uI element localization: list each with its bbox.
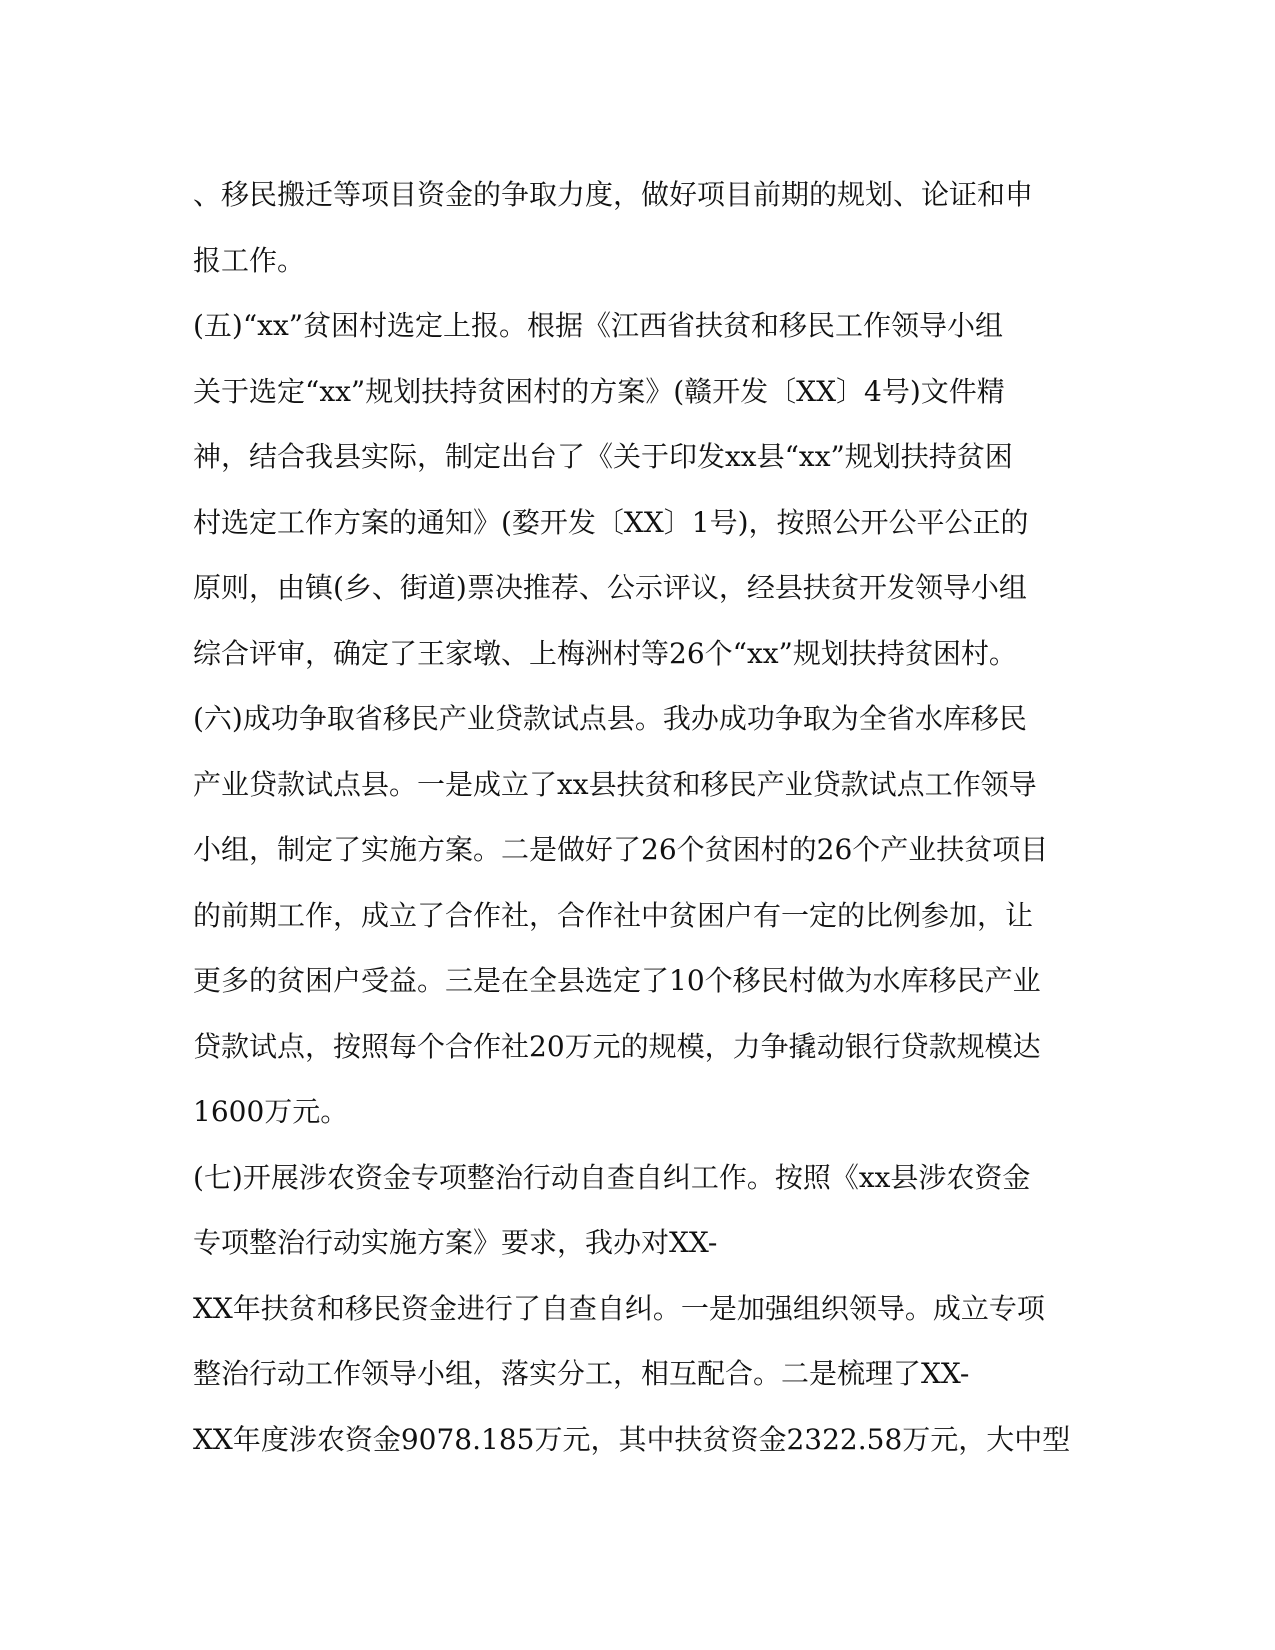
body-line: (七)开展涉农资金专项整治行动自查自纠工作。按照《xx县涉农资金	[193, 1160, 1031, 1194]
body-line: 的前期工作，成立了合作社，合作社中贫困户有一定的比例参加，让	[193, 898, 1034, 932]
body-line: 村选定工作方案的通知》(婺开发〔XX〕1号)，按照公开公平公正的	[193, 505, 1029, 539]
body-line: 更多的贫困户受益。三是在全县选定了10个移民村做为水库移民产业	[193, 964, 1041, 997]
body-line: 综合评审，确定了王家墩、上梅洲村等26个“xx”规划扶持贫困村。	[193, 636, 1017, 670]
body-line: 贷款试点，按照每个合作社20万元的规模，力争撬动银行贷款规模达	[193, 1029, 1041, 1063]
body-line: 关于选定“xx”规划扶持贫困村的方案》(赣开发〔XX〕4号)文件精	[193, 374, 1005, 408]
body-line: 产业贷款试点县。一是成立了xx县扶贫和移民产业贷款试点工作领导	[193, 767, 1037, 801]
body-line: XX年扶贫和移民资金进行了自查自纠。一是加强组织领导。成立专项	[193, 1291, 1045, 1325]
body-line: 原则，由镇(乡、街道)票决推荐、公示评议，经县扶贫开发领导小组	[193, 571, 1027, 604]
body-line: 报工作。	[193, 243, 306, 277]
body-line: 1600万元。	[193, 1095, 349, 1128]
body-line: (六)成功争取省移民产业贷款试点县。我办成功争取为全省水库移民	[193, 702, 1027, 735]
body-line: XX年度涉农资金9078.185万元，其中扶贫资金2322.58万元，大中型	[193, 1422, 1071, 1456]
body-line: 专项整治行动实施方案》要求，我办对XX-	[193, 1226, 718, 1259]
body-line: 神，结合我县实际，制定出台了《关于印发xx县“xx”规划扶持贫困	[193, 440, 1013, 473]
body-line: 整治行动工作领导小组，落实分工，相互配合。二是梳理了XX-	[193, 1357, 970, 1390]
body-line: 、移民搬迁等项目资金的争取力度，做好项目前期的规划、论证和申	[193, 178, 1034, 211]
document-body	[193, 162, 1073, 1472]
body-line: 小组，制定了实施方案。二是做好了26个贫困村的26个产业扶贫项目	[193, 833, 1049, 866]
body-line: (五)“xx”贫困村选定上报。根据《江西省扶贫和移民工作领导小组	[193, 309, 1004, 342]
